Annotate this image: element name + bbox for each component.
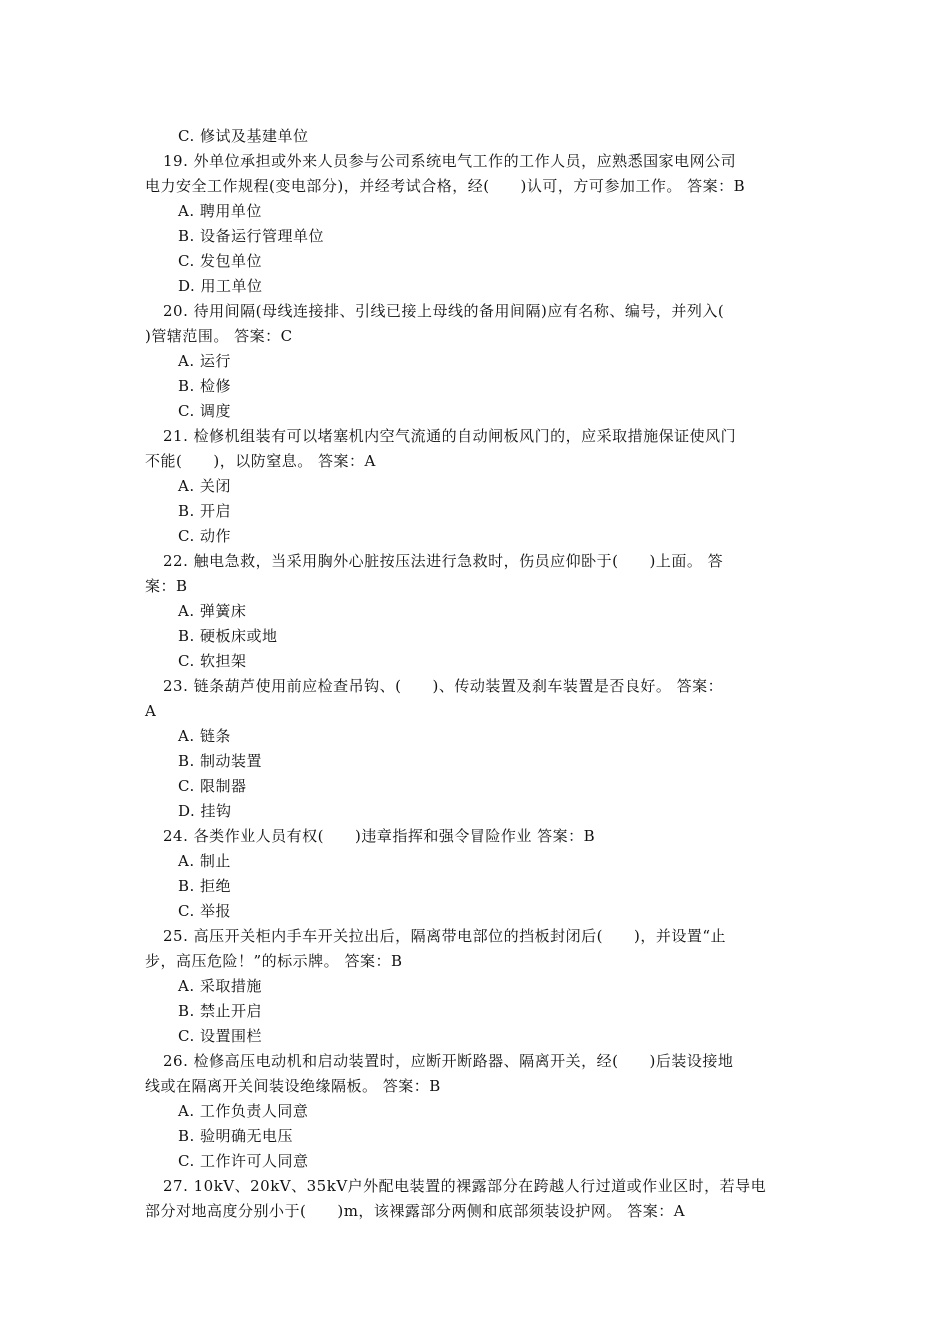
answer-option-line: D. 挂钩: [178, 802, 232, 820]
answer-option-line: D. 用工单位: [178, 277, 263, 295]
answer-option-line: B. 验明确无电压: [178, 1127, 294, 1145]
question-line: 19. 外单位承担或外来人员参与公司系统电气工作的工作人员，应熟悉国家电网公司: [163, 152, 737, 170]
question-line: 23. 链条葫芦使用前应检查吊钩、( )、传动装置及刹车装置是否良好。 答案：: [163, 677, 724, 695]
answer-option-line: A. 工作负责人同意: [178, 1102, 309, 1120]
answer-option-line: A. 弹簧床: [178, 602, 247, 620]
question-continuation-line: 线或在隔离开关间装设绝缘隔板。 答案：B: [145, 1077, 441, 1095]
question-line: 20. 待用间隔(母线连接排、引线已接上母线的备用间隔)应有名称、编号，并列入(: [163, 302, 725, 320]
answer-option-line: B. 拒绝: [178, 877, 232, 895]
answer-option-line: C. 发包单位: [178, 252, 262, 270]
answer-option-line: C. 设置围栏: [178, 1027, 262, 1045]
answer-option-line: B. 设备运行管理单位: [178, 227, 325, 245]
question-continuation-line: A: [145, 702, 157, 720]
answer-option-line: A. 关闭: [178, 477, 231, 495]
answer-option-line: A. 采取措施: [178, 977, 262, 995]
question-line: 24. 各类作业人员有权( )违章指挥和强令冒险作业 答案：B: [163, 827, 596, 845]
answer-option-line: B. 检修: [178, 377, 232, 395]
question-continuation-line: 不能( )，以防窒息。 答案：A: [145, 452, 376, 470]
document-body: [145, 124, 810, 1224]
answer-option-line: C. 修试及基建单位: [178, 127, 309, 145]
question-line: 26. 检修高压电动机和启动装置时，应断开断路器、隔离开关，经( )后装设接地: [163, 1052, 734, 1070]
answer-option-line: C. 限制器: [178, 777, 247, 795]
answer-option-line: C. 调度: [178, 402, 231, 420]
question-line: 27. 10kV、20kV、35kV户外配电装置的裸露部分在跨越人行过道或作业区时，若导电: [163, 1177, 767, 1195]
question-continuation-line: )管辖范围。 答案：C: [145, 327, 293, 345]
question-line: 21. 检修机组装有可以堵塞机内空气流通的自动闸板风门的，应采取措施保证使风门: [163, 427, 737, 445]
answer-option-line: B. 开启: [178, 502, 232, 520]
answer-option-line: B. 禁止开启: [178, 1002, 263, 1020]
question-continuation-line: 案：B: [145, 577, 188, 595]
answer-option-line: C. 动作: [178, 527, 231, 545]
answer-option-line: B. 制动装置: [178, 752, 263, 770]
question-continuation-line: 步，高压危险！”的标示牌。 答案：B: [145, 952, 403, 970]
answer-option-line: C. 工作许可人同意: [178, 1152, 309, 1170]
answer-option-line: B. 硬板床或地: [178, 627, 278, 645]
question-line: 22. 触电急救，当采用胸外心脏按压法进行急救时，伤员应仰卧于( )上面。 答: [163, 552, 724, 570]
question-continuation-line: 电力安全工作规程(变电部分)，并经考试合格，经( )认可，方可参加工作。 答案：B: [145, 177, 746, 195]
answer-option-line: A. 链条: [178, 727, 231, 745]
question-line: 25. 高压开关柜内手车开关拉出后，隔离带电部位的挡板封闭后( )，并设置“止: [163, 927, 726, 945]
answer-option-line: C. 举报: [178, 902, 231, 920]
answer-option-line: A. 聘用单位: [178, 202, 262, 220]
answer-option-line: A. 运行: [178, 352, 231, 370]
answer-option-line: C. 软担架: [178, 652, 247, 670]
answer-option-line: A. 制止: [178, 852, 231, 870]
question-continuation-line: 部分对地高度分别小于( )m，该裸露部分两侧和底部须装设护网。 答案：A: [145, 1202, 686, 1220]
